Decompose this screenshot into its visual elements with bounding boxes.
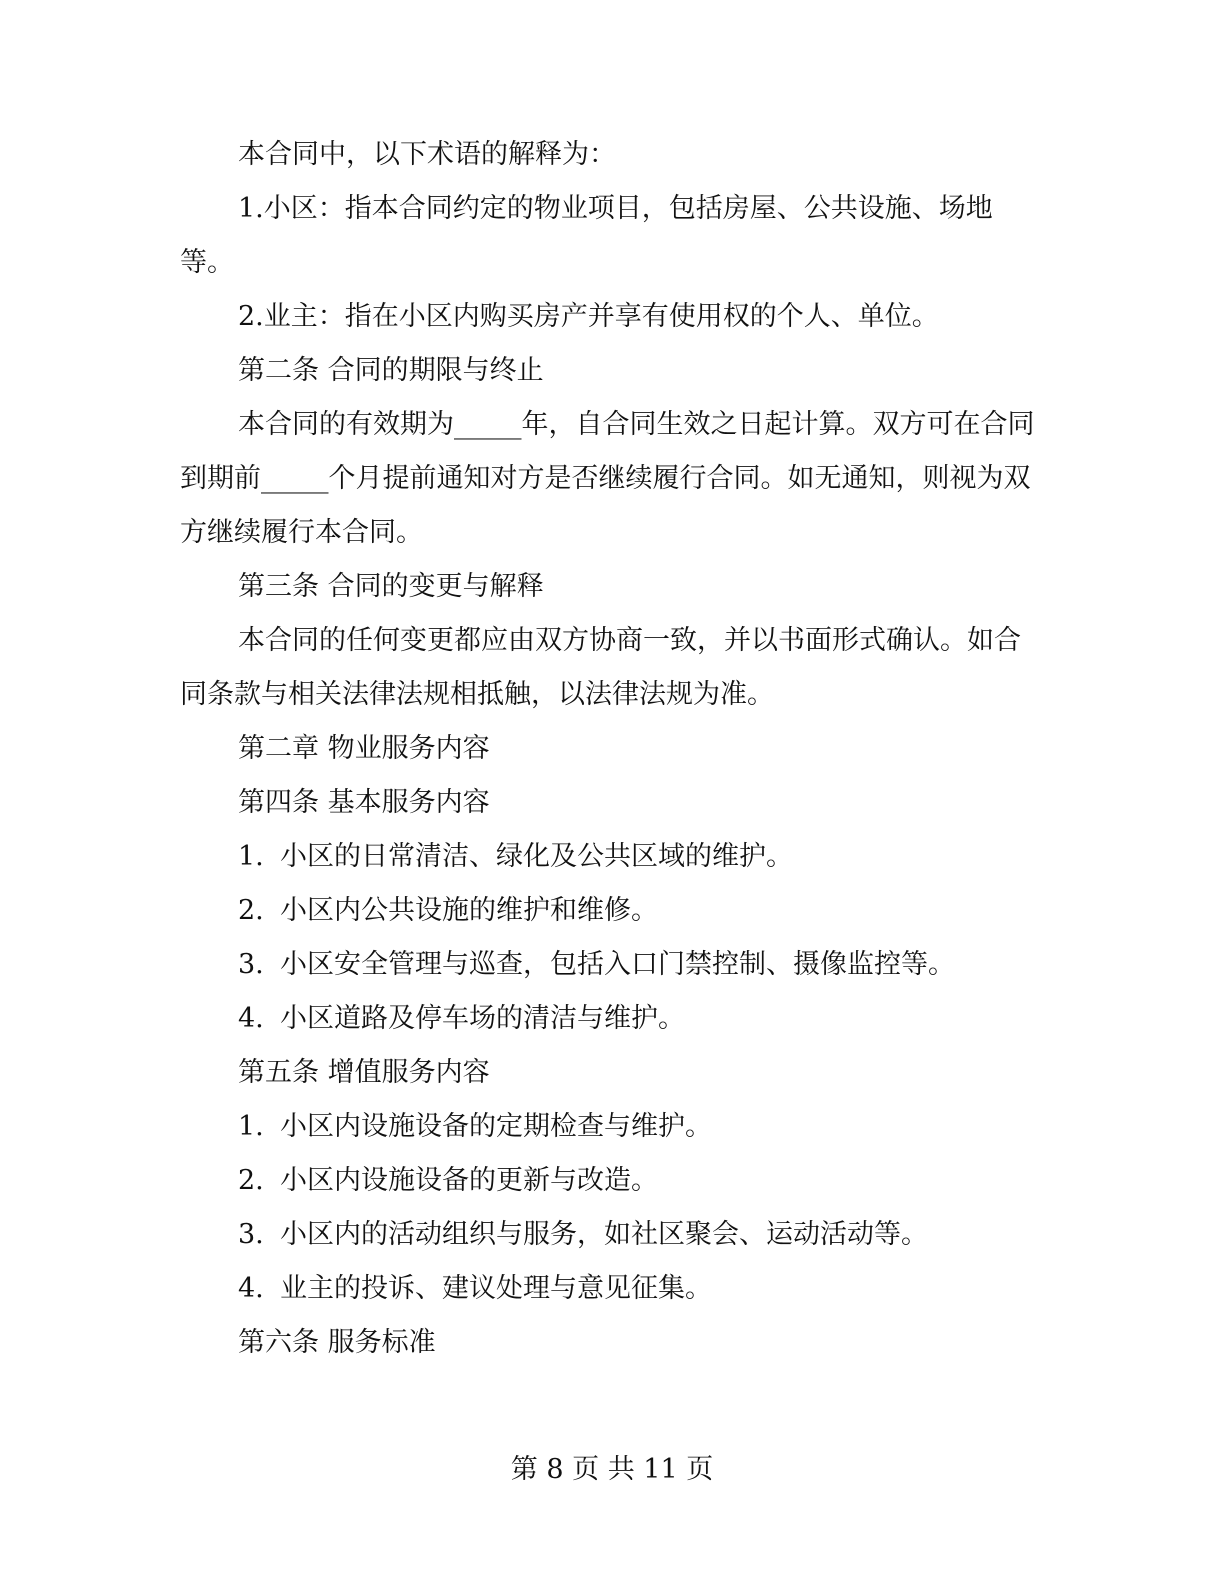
- article-4-heading: 第四条 基本服务内容: [238, 787, 490, 818]
- article-6-heading: 第六条 服务标准: [238, 1327, 436, 1358]
- list-item-number: 3.: [238, 949, 264, 980]
- article-3-heading: 第三条 合同的变更与解释: [238, 571, 544, 602]
- list-item-text: 小区内设施设备的定期检查与维护。: [280, 1111, 712, 1142]
- list-item-number: 1.: [238, 1111, 264, 1142]
- list-item-number: 4.: [238, 1273, 264, 1304]
- list-item-number: 1.: [238, 841, 264, 872]
- basic-service-item: [180, 884, 1040, 938]
- list-item-number: 4.: [238, 1003, 264, 1034]
- basic-service-item: [180, 830, 1040, 884]
- article-3-body: 本合同的任何变更都应由双方协商一致，并以书面形式确认。如合同条款与相关法律法规相抵触，以法律法规为准。: [180, 625, 1021, 710]
- article-2-body: 本合同的有效期为_____年，自合同生效之日起计算。双方可在合同到期前_____个月提前通知对方是否继续履行合同。如无通知，则视为双方继续履行本合同。: [180, 409, 1035, 548]
- value-added-service-item: [180, 1100, 1040, 1154]
- list-item-text: 小区道路及停车场的清洁与维护。: [280, 1003, 685, 1034]
- value-added-service-item: [180, 1208, 1040, 1262]
- list-item-text: 业主的投诉、建议处理与意见征集。: [280, 1273, 712, 1304]
- definitions-intro: 本合同中，以下术语的解释为：: [238, 139, 616, 170]
- list-item-number: 2.: [238, 895, 264, 926]
- value-added-service-item: [180, 1154, 1040, 1208]
- list-item-number: 3.: [238, 1219, 264, 1250]
- definition-owner: 2.业主：指在小区内购买房产并享有使用权的个人、单位。: [238, 301, 939, 332]
- page-number-footer: 第 8 页 共 11 页: [510, 1454, 714, 1485]
- value-added-service-item: [180, 1262, 1040, 1316]
- article-2-heading: 第二条 合同的期限与终止: [238, 355, 544, 386]
- list-item-text: 小区内的活动组织与服务，如社区聚会、运动活动等。: [280, 1219, 928, 1250]
- definition-community: 1.小区：指本合同约定的物业项目，包括房屋、公共设施、场地等。: [180, 193, 993, 278]
- list-item-text: 小区安全管理与巡查，包括入口门禁控制、摄像监控等。: [280, 949, 955, 980]
- basic-service-item: [180, 992, 1040, 1046]
- basic-service-item: [180, 938, 1040, 992]
- list-item-number: 2.: [238, 1165, 264, 1196]
- article-5-heading: 第五条 增值服务内容: [238, 1057, 490, 1088]
- list-item-text: 小区内设施设备的更新与改造。: [280, 1165, 658, 1196]
- list-item-text: 小区内公共设施的维护和维修。: [280, 895, 658, 926]
- document-body: [180, 128, 1040, 1370]
- list-item-text: 小区的日常清洁、绿化及公共区域的维护。: [280, 841, 793, 872]
- chapter-2-heading: 第二章 物业服务内容: [238, 733, 490, 764]
